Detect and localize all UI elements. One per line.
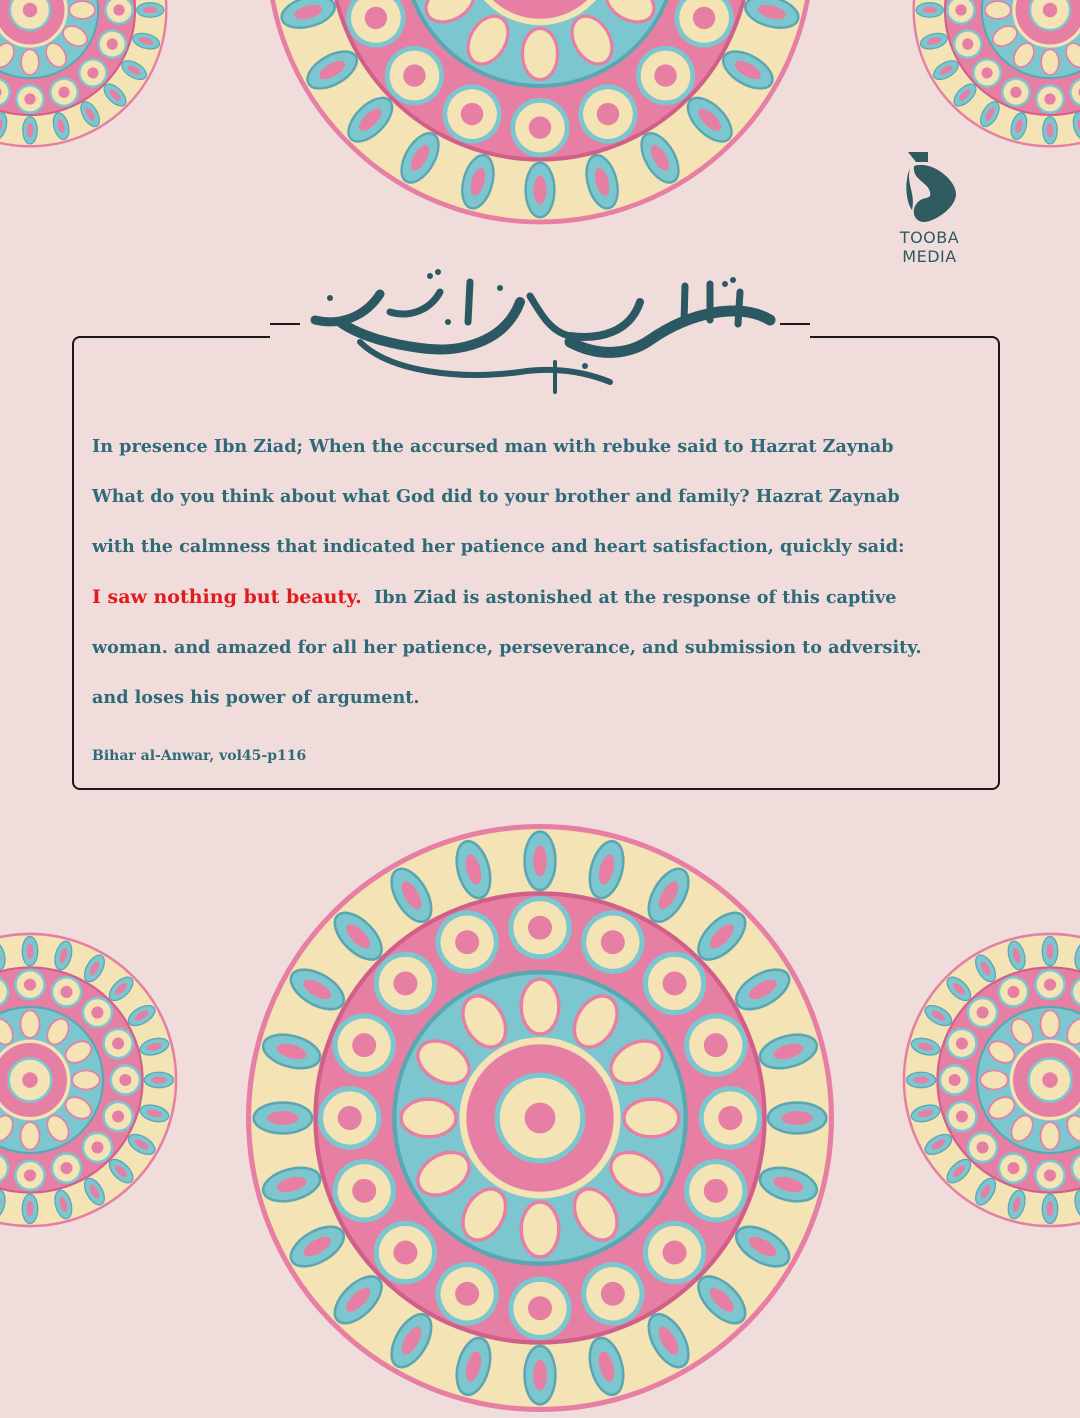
mandala-ornament-top: [190, 0, 890, 230]
mandala-ornament-top-right: [860, 0, 1080, 150]
mandala-ornament-top-left: [0, 0, 220, 150]
quote-line-3: with the calmness that indicated her patience and heart satisfaction, quickly said:: [92, 522, 992, 572]
mandala-ornament-bottom: [190, 818, 890, 1418]
mandala-ornament-bottom-right: [860, 930, 1080, 1230]
logo-wordmark: TOOBA MEDIA: [872, 228, 987, 266]
source-citation: Bihar al-Anwar, vol45-p116: [92, 748, 306, 764]
quote-body: [92, 422, 992, 723]
quote-line-4: [92, 572, 992, 623]
quote-line-5: woman. and amazed for all her patience, perseverance, and submission to adversity.: [92, 623, 992, 673]
quote-line-1: In presence Ibn Ziad; When the accursed man with rebuke said to Hazrat Zaynab: [92, 422, 992, 472]
mandala-ornament-bottom-left: [0, 930, 220, 1230]
play-leaf-icon: [902, 150, 958, 226]
calligraphy-text: صلی الله علیک یا زینب الکبری: [527, 408, 552, 411]
quote-line-4-rest: Ibn Ziad is astonished at the response of this captive: [374, 587, 897, 608]
arabic-calligraphy: [270, 262, 810, 412]
quote-line-2: What do you think about what God did to your brother and family? Hazrat Zaynab: [92, 472, 992, 522]
highlighted-quote: I saw nothing but beauty.: [92, 586, 362, 608]
tooba-media-logo: [872, 150, 987, 250]
quote-line-6: and loses his power of argument.: [92, 673, 992, 723]
